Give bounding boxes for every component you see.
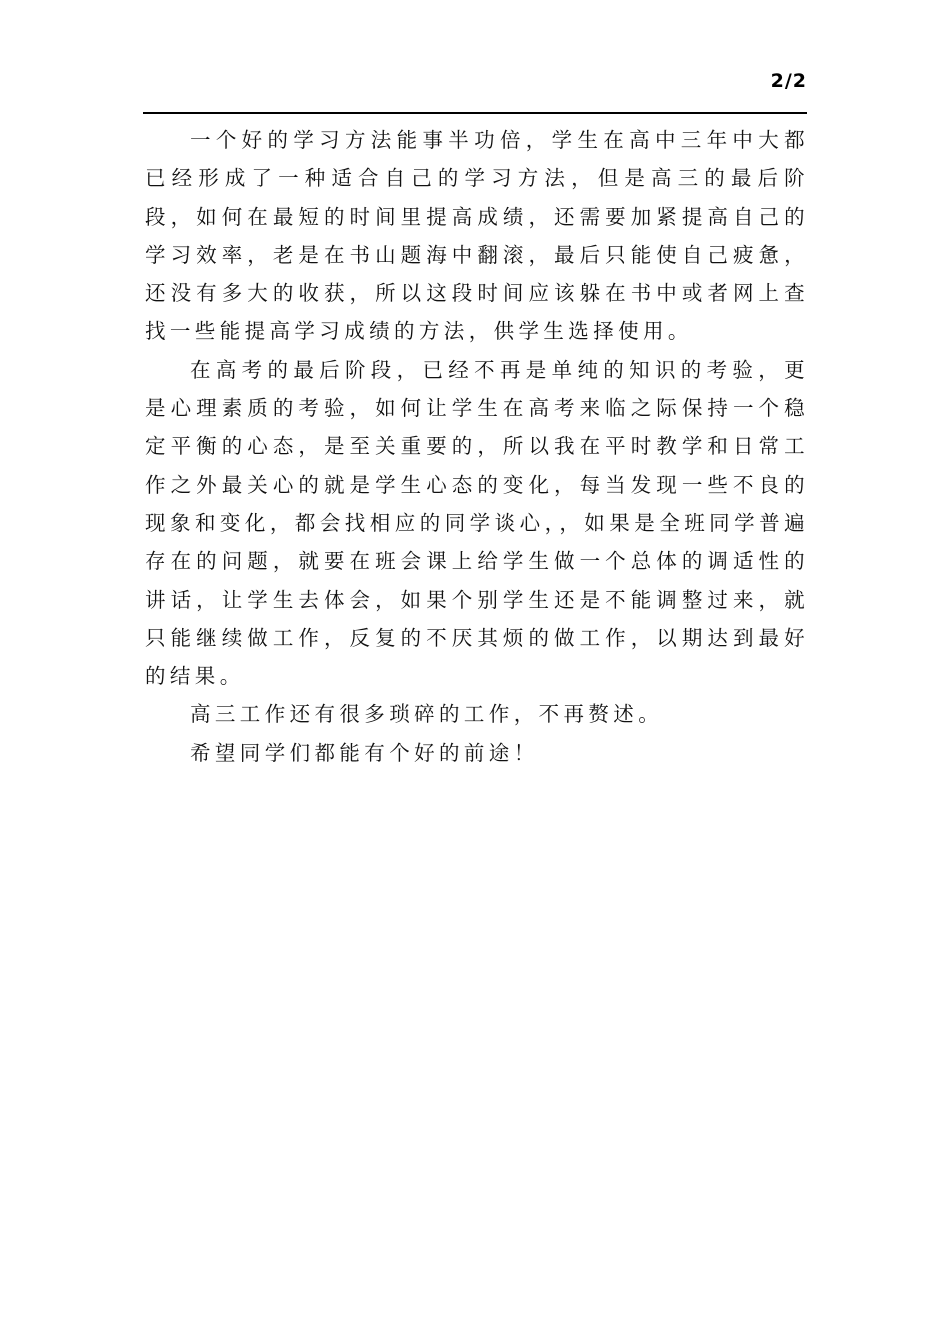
paragraph-other-work: 高三工作还有很多琐碎的工作，不再赘述。: [190, 702, 664, 727]
header-divider: [143, 112, 807, 114]
paragraph-closing-wish: 希望同学们都能有个好的前途！: [190, 740, 539, 765]
paragraph-study-methods: 一个好的学习方法能事半功倍，学生在高中三年中大都已经形成了一种适合自己的学习方法，但是高三的最后阶段，如何在最短的时间里提高成绩，还需要加紧提高自己的学习效率，老是在书山题海中翻滚，最后只能使自己疲惫，还没有多大的收获，所以这段时间应该躲在书中或者网上查找一些能提高学习成绩的方法，供学生选择使用。: [145, 128, 809, 344]
page-number: 2/2: [770, 70, 807, 92]
document-body: [145, 121, 809, 772]
paragraph-psychological-quality: 在高考的最后阶段，已经不再是单纯的知识的考验，更是心理素质的考验，如何让学生在高考来临之际保持一个稳定平衡的心态，是至关重要的，所以我在平时教学和日常工作之外最关心的就是学生心态的变化，每当发现一些不良的现象和变化，都会找相应的同学谈心，，如果是全班同学普遍存在的问题，就要在班会课上给学生做一个总体的调适性的讲话，让学生去体会，如果个别学生还是不能调整过来，就只能继续做工作，反复的不厌其烦的做工作，以期达到最好的结果。: [145, 357, 809, 689]
